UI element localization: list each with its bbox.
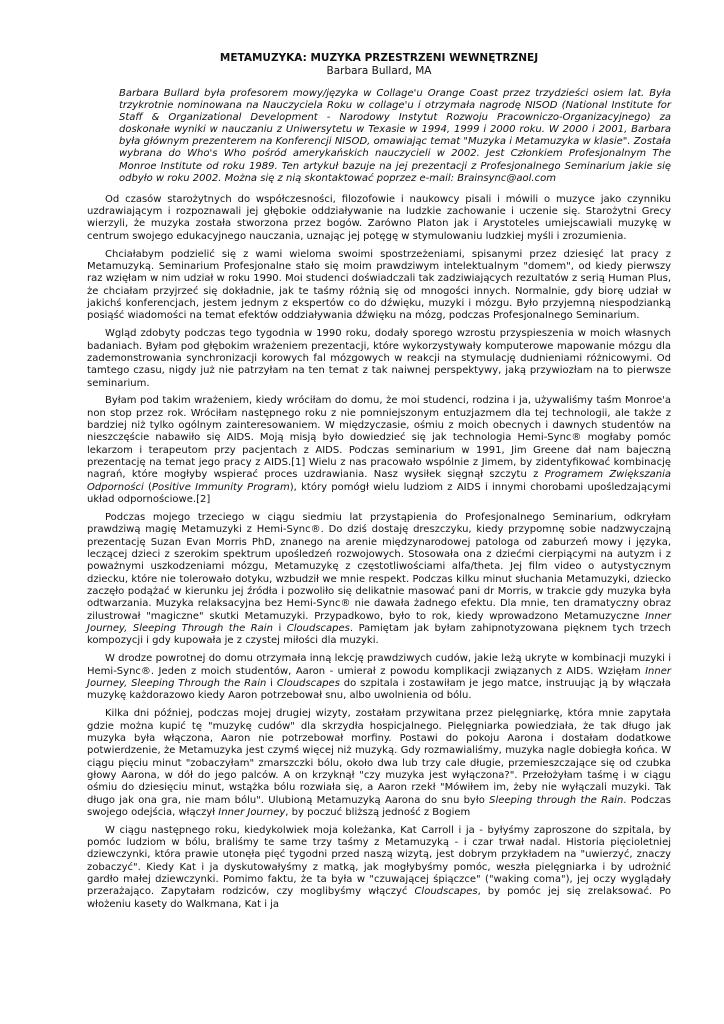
text-run: , by pomóc jej się zrelaksować. Po włożeniu kasety do Walkmana, Kat i ja bbox=[87, 886, 671, 910]
author-bio-abstract: Barbara Bullard była profesorem mowy/języka w Collage'u Orange Coast przez trzydzieści osiem lat. Była trzykrotnie nominowana na Nauczyciela Roku w collage'u i otrzymała nagrodę NISOD (National Institute for Staff & Organizational Development - Narodowy Instytut Rozwoju Pracowniczo-Organizacyjnego) za doskonałe wyniki w nauczaniu z Uniwersytetu w Texasie w 1994, 1999 i 2000 roku. W 2000 i 2001, Barbara była głównym prezenterem na Konferencji NISOD, omawiając temat "Muzyka i Metamuzyka w klasie". Została wybrana do Who's Who pośród amerykańskich nauczycieli w 2002. Jest Członkiem Profesjonalnym The Monroe Institute od roku 1989. Ten artykuł bazuje na jej prezentacji z Profesjonalnego Seminarium jakie się odbyło w roku 2002. Można się z nią skontaktować poprzez e-mail: Brainsync@aol.com bbox=[119, 88, 671, 184]
text-run: do szpitala i zostawiłam je jego matce, instruując ją by włączała muzykę każdorazowo kiedy Aaron potrzebował snu, albo uwolnienia od bólu. bbox=[87, 677, 672, 702]
text-run: . Podczas swojego odejścia, włączył bbox=[87, 794, 671, 818]
paragraph bbox=[87, 249, 671, 323]
text-run: Podczas mojego trzeciego w ciągu siedmiu lat przystąpienia do Profesjonalnego Seminarium, odkryłam prawdziwą magię Metamuzyki z Hemi-Sync®. Do dziś dostaję dreszczyku, kiedy przypomnę sobie nadzwyczajną prezentację Suzan Evan Morris PhD, znanego na arenie międzynarodowej patologa od zaburzeń mowy i języka, leczącej dzieci z szerokim spektrum upośledzeń rozwojowych. Stosowała ona z dziećmi cierpiącymi na autyzm i z poważnymi uszkodzeniami mózgu, Metamuzykę z częstotliwościami alfa/theta. Jej film video o autystycznym dziecku, które nie tolerowało dotyku, wzbudził we mnie respekt. Podczas kilku minut słuchania Metamuzyki, dziecko zaczęło podążać w kierunku jej źródła i pozwoliło się delikatnie masować pani dr Morris, w trakcie gdy muzyka była odtwarzania. Muzyka relaksacyjna bez Hemi-Sync® nie dawała żadnego efektu. Dla mnie, ten dramatyczny obraz zilustrował "magiczne" skutki Metamuzyki. Przypadkowo, było to rok, kiedy wprowadzono Metamuzyczne bbox=[87, 512, 671, 622]
paragraph bbox=[87, 328, 671, 390]
italic-title-run: Positive Immunity Program bbox=[151, 481, 290, 493]
italic-title-run: Cloudscapes bbox=[414, 886, 478, 898]
document-title: METAMUZYKA: MUZYKA PRZESTRZENI WEWNĘTRZNEJ bbox=[219, 52, 539, 64]
paragraph bbox=[87, 708, 671, 819]
paragraph bbox=[87, 825, 671, 911]
text-run: W ciągu następnego roku, kiedykolwiek moja koleżanka, Kat Carroll i ja - byłyśmy zaproszone do szpitala, by pomóc ludziom w bólu, braliśmy te same trzy taśmy z Metamuzyką - i czar trwał nadal. Historia pięcioletniej dziewczynki, która prawie utonęła pięć tygodni przed naszą wizytą, jest dobrym przykładem na "uwierzyć, znaczy zobaczyć". Kiedy Kat i ja dyskutowałyśmy z matką, jak mogłybyśmy pomóc, weszła pielęgniarka i by udrożnić gardło małej dziewczynki. Pomimo faktu, że ta była w "czuwającej śpiączce" ("waking coma"), jej oczy wyglądały przerażająco. Zapytałam rodziców, czy moglibyśmy włączyć bbox=[87, 824, 671, 898]
italic-title-run: Inner Journey bbox=[218, 806, 286, 818]
text-run: ( bbox=[143, 481, 152, 493]
document-page bbox=[87, 52, 671, 911]
paragraph bbox=[87, 395, 671, 506]
body-text bbox=[87, 194, 671, 911]
text-run: Chciałabym podzielić się z wami wieloma swoimi spostrzeżeniami, spisanymi przez dziesięć lat pracy z Metamuzyką. Seminarium Profesjonalne stało się moim prawdziwym intelektualnym "domem", od kiedy pierwszy raz wzięłam w nim udział w roku 1990. Moi studenci doświadczali tak zadziwiających rezultatów z serią Human Plus, że chciałam przyjrzeć się dokładnie, jak te taśmy różnią się od mnogości innych. Normalnie, gdy biorę udział w jakichś konferencjach, jestem jednym z ekspertów co do dźwięku, muzyki i mózgu. Było przyjemną niespodzianką posiąść wiadomości na temat efektów oddziaływania dźwięku na mózg, podczas Profesjonalnego Seminarium. bbox=[87, 248, 671, 322]
text-run: ), który pomógł wielu ludziom z AIDS i innymi chorobami upośledzającymi układ odpornościowe.[2] bbox=[87, 481, 671, 506]
text-run: i bbox=[272, 623, 287, 635]
paragraph bbox=[87, 512, 671, 648]
text-run: Wgląd zdobyty podczas tego tygodnia w 1990 roku, dodały sporego wzrostu przyspieszenia w moich własnych badaniach. Byłam pod głębokim wrażeniem prezentacji, które wykorzystywały komputerowe mapowanie mózgu dla zademonstrowania synchronizacji korowych fal mózgowych w reakcji na stymulację dudnieniami różnicowymi. Od tamtego czasu, nigdy już nie patrzyłam na ten temat z tak naiwnej perspektywy, jaką przywiozłam na to pierwsze seminarium. bbox=[87, 328, 671, 389]
paragraph bbox=[87, 653, 671, 702]
paragraph bbox=[87, 194, 671, 243]
author-line: Barbara Bullard, MA bbox=[326, 65, 432, 77]
italic-title-run: Programem Zwiększania Odporności bbox=[87, 469, 672, 493]
text-run: i bbox=[266, 677, 277, 689]
italic-title-run: Cloudscapes bbox=[286, 623, 350, 635]
text-run: W drodze powrotnej do domu otrzymała inną lekcję prawdziwych cudów, jakie leżą ukryte w kombinacji muzyki i Hemi-Sync®. Jeden z moich studentów, Aaron - umierał z powodu komplikacji związanych z AIDS. Wzięłam bbox=[87, 653, 671, 677]
italic-title-run: Cloudscapes bbox=[276, 677, 340, 689]
text-run: Byłam pod takim wrażeniem, kiedy wróciłam do domu, że moi studenci, rodzina i ja, używaliśmy taśm Monroe'a non stop przez rok. Wróciłam następnego roku z nie pomniejszonym entuzjazmem dla tej technologii, ale także z bardziej niż tylko ogólnym zainteresowaniem. W międzyczasie, ośmiu z moich obecnych i dawnych studentów na nieszczęście nabawiło się AIDS. Moją misją było dowiedzieć się jak technologia Hemi-Sync® mogłaby pomóc lekarzom i terapeutom przy pacjentach z AIDS. Podczas seminarium w 1991, Jim Greene dał nam bajeczną prezentację na temat jego pracy z AIDS.[1] Wielu z nas pracowało wspólnie z Jimem, by zidentyfikować kombinację nagrań, które mogłyby wspierać proces uzdrawiania. Nasz wysiłek sięgnął szczytu z bbox=[87, 395, 671, 481]
text-run: Od czasów starożytnych do współczesności, filozofowie i naukowcy pisali i mówili o muzyce jako czynniku uzdrawiającym i rozpoznawali jej głębokie oddziaływanie na ludzkie zachowanie i uczenie się. Starożytni Grecy wierzyli, że muzyka została stworzona przez bogów. Zarówno Platon jak i Arystoteles umiejscawiali muzykę w centrum swojego edukacyjnego nauczania, uznając jej potęgę w stymulowaniu ludzkiej myśli i zrozumienia. bbox=[87, 193, 671, 242]
text-run: Kilka dni później, podczas mojej drugiej wizyty, zostałam przywitana przez pielęgniarkę, która mnie zapytała gdzie można kupić tę "muzykę cudów" dla skrzydła hospicjalnego. Pielęgniarka powiedziała, że tak długo jak muzyka była włączona, Aaron nie potrzebował morfiny. Postawi do pokoju Aarona i dostałam dodatkowe potwierdzenie, że Metamuzyka jest czymś więcej niż muzyką. Gdy rozmawialiśmy, muzyka nagle dobiegła końca. W ciągu pięciu minut "zobaczyłam" zmarszczki bólu, około dwa lub trzy cale długie, przemieszczające się od czubka głowy Aarona, w dół do jego palców. A on krzyknął "czy muzyka jest wyłączona?". Przełożyłam taśmę i w ciągu ośmiu do dziesięciu minut, wstążka bólu rozwiała się, a Aaron rzekł "Mówiłem im, żeby nie wyłączali muzyki. Tak długo jak ona gra, nie mam bólu". Ulubioną Metamuzyką Aarona do snu było bbox=[87, 708, 671, 806]
text-run: , by poczuć bliższą jedność z Bogiem bbox=[285, 806, 471, 818]
italic-title-run: Sleeping through the Rain bbox=[489, 794, 624, 806]
italic-title-run: Inner Journey, Sleeping Through the Rain bbox=[87, 610, 671, 635]
italic-title-run: Inner Journey, Sleeping Through the Rain bbox=[87, 665, 671, 689]
text-run: . Pamiętam jak byłam zahipnotyzowana pięknem tych trzech kompozycji i gdy kupowała je z czystej miłości dla muzyki. bbox=[87, 623, 672, 647]
